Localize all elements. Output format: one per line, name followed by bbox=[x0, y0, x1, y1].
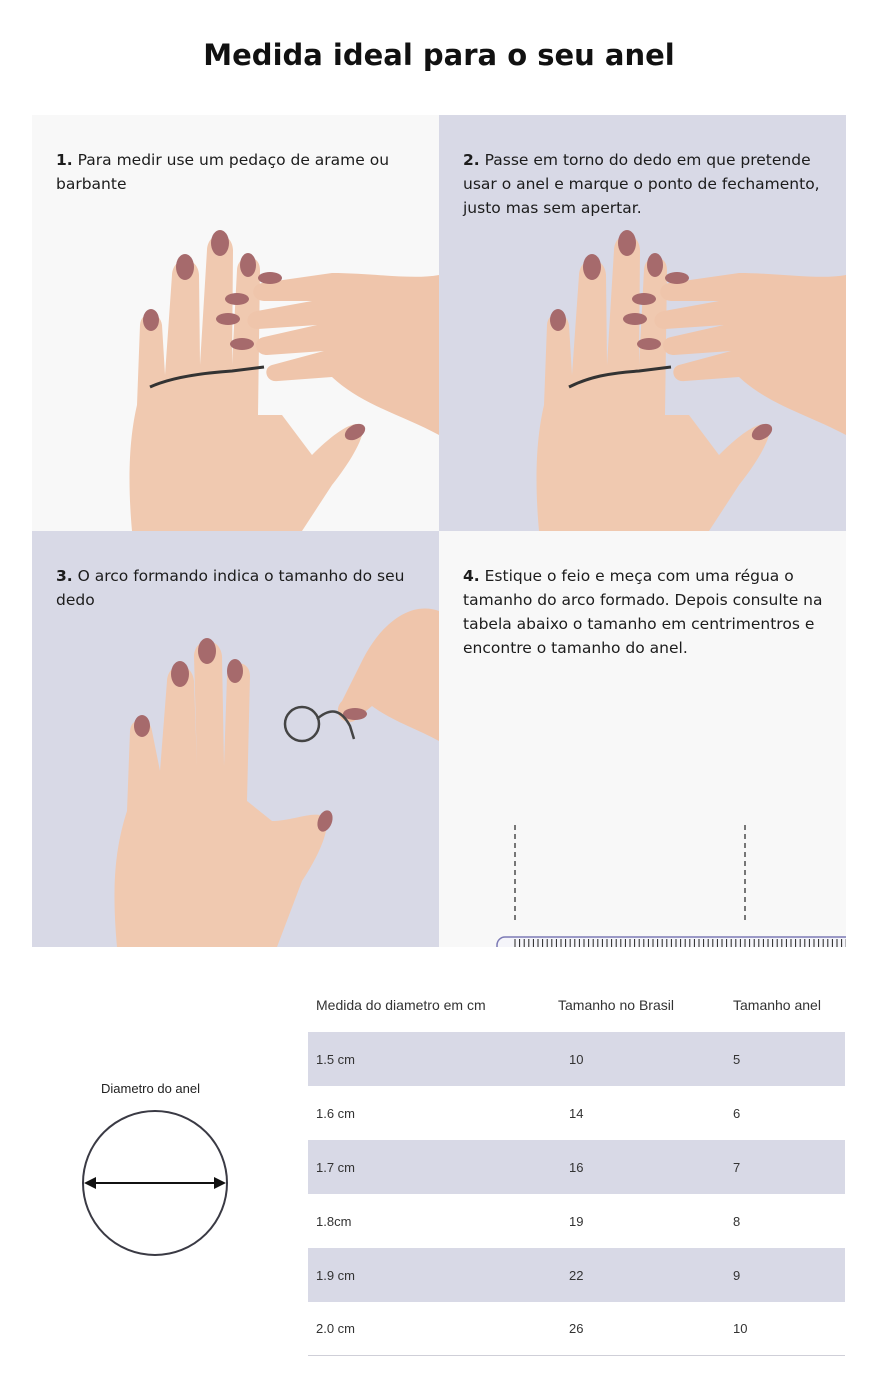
cell-ring-size: 7 bbox=[733, 1159, 741, 1175]
step-1-panel bbox=[32, 115, 439, 531]
step-4-panel bbox=[439, 531, 846, 947]
ring-size-table bbox=[308, 978, 845, 1356]
arrow-right-icon bbox=[214, 1177, 226, 1189]
cell-size-brazil: 10 bbox=[569, 1051, 584, 1067]
cell-diameter: 1.5 cm bbox=[316, 1051, 356, 1067]
table-row bbox=[308, 1248, 845, 1302]
table-row bbox=[308, 1194, 845, 1248]
cell-diameter: 1.9 cm bbox=[316, 1267, 356, 1283]
cell-diameter: 1.6 cm bbox=[316, 1105, 356, 1121]
step-2-panel bbox=[439, 115, 846, 531]
cell-diameter: 1.8cm bbox=[316, 1213, 352, 1229]
header-ring-size: Tamanho anel bbox=[733, 997, 821, 1013]
header-diameter: Medida do diametro em cm bbox=[316, 997, 486, 1013]
cell-ring-size: 9 bbox=[733, 1267, 741, 1283]
step-3-text: 3. O arco formando indica o tamanho do seu dedo bbox=[56, 567, 405, 609]
cell-diameter: 1.7 cm bbox=[316, 1159, 356, 1175]
hands-marking-wire-image bbox=[439, 115, 846, 531]
step-3-panel bbox=[32, 531, 439, 947]
step-4-text: 4. Estique o feio e meça com uma régua o tamanho do arco formado. Depois consulte na tabela abaixo o tamanho em centrimentros e encontre o tamanho do anel. bbox=[463, 567, 823, 657]
table-row bbox=[308, 1140, 845, 1194]
cell-size-brazil: 19 bbox=[569, 1213, 584, 1229]
cell-ring-size: 10 bbox=[733, 1321, 748, 1336]
page-title: Medida ideal para o seu anel bbox=[203, 38, 675, 72]
header-size-brazil: Tamanho no Brasil bbox=[558, 997, 674, 1013]
ring-diameter-diagram bbox=[78, 1108, 232, 1262]
table-row bbox=[308, 1302, 845, 1356]
step-2-text: 2. Passe em torno do dedo em que pretende usar o anel e marque o ponto de fechamento, justo mas sem apertar. bbox=[463, 151, 820, 217]
table-header bbox=[308, 978, 845, 1032]
cell-size-brazil: 14 bbox=[569, 1105, 584, 1121]
cell-ring-size: 8 bbox=[733, 1213, 741, 1229]
cell-ring-size: 5 bbox=[733, 1051, 741, 1067]
cell-size-brazil: 22 bbox=[569, 1267, 584, 1283]
cell-ring-size: 6 bbox=[733, 1105, 741, 1121]
cell-size-brazil: 16 bbox=[569, 1159, 584, 1175]
step-1-text: 1. Para medir use um pedaço de arame ou barbante bbox=[56, 151, 390, 193]
hand-holding-wire-loop-image bbox=[32, 531, 439, 947]
ring-diameter-label: Diametro do anel bbox=[101, 1081, 200, 1096]
ruler-illustration bbox=[439, 711, 846, 947]
table-row bbox=[308, 1086, 845, 1140]
cell-diameter: 2.0 cm bbox=[316, 1321, 356, 1336]
arrow-left-icon bbox=[84, 1177, 96, 1189]
instruction-grid bbox=[32, 115, 846, 947]
cell-size-brazil: 26 bbox=[569, 1321, 584, 1336]
table-row bbox=[308, 1032, 845, 1086]
hands-wrapping-wire-image bbox=[32, 115, 439, 531]
